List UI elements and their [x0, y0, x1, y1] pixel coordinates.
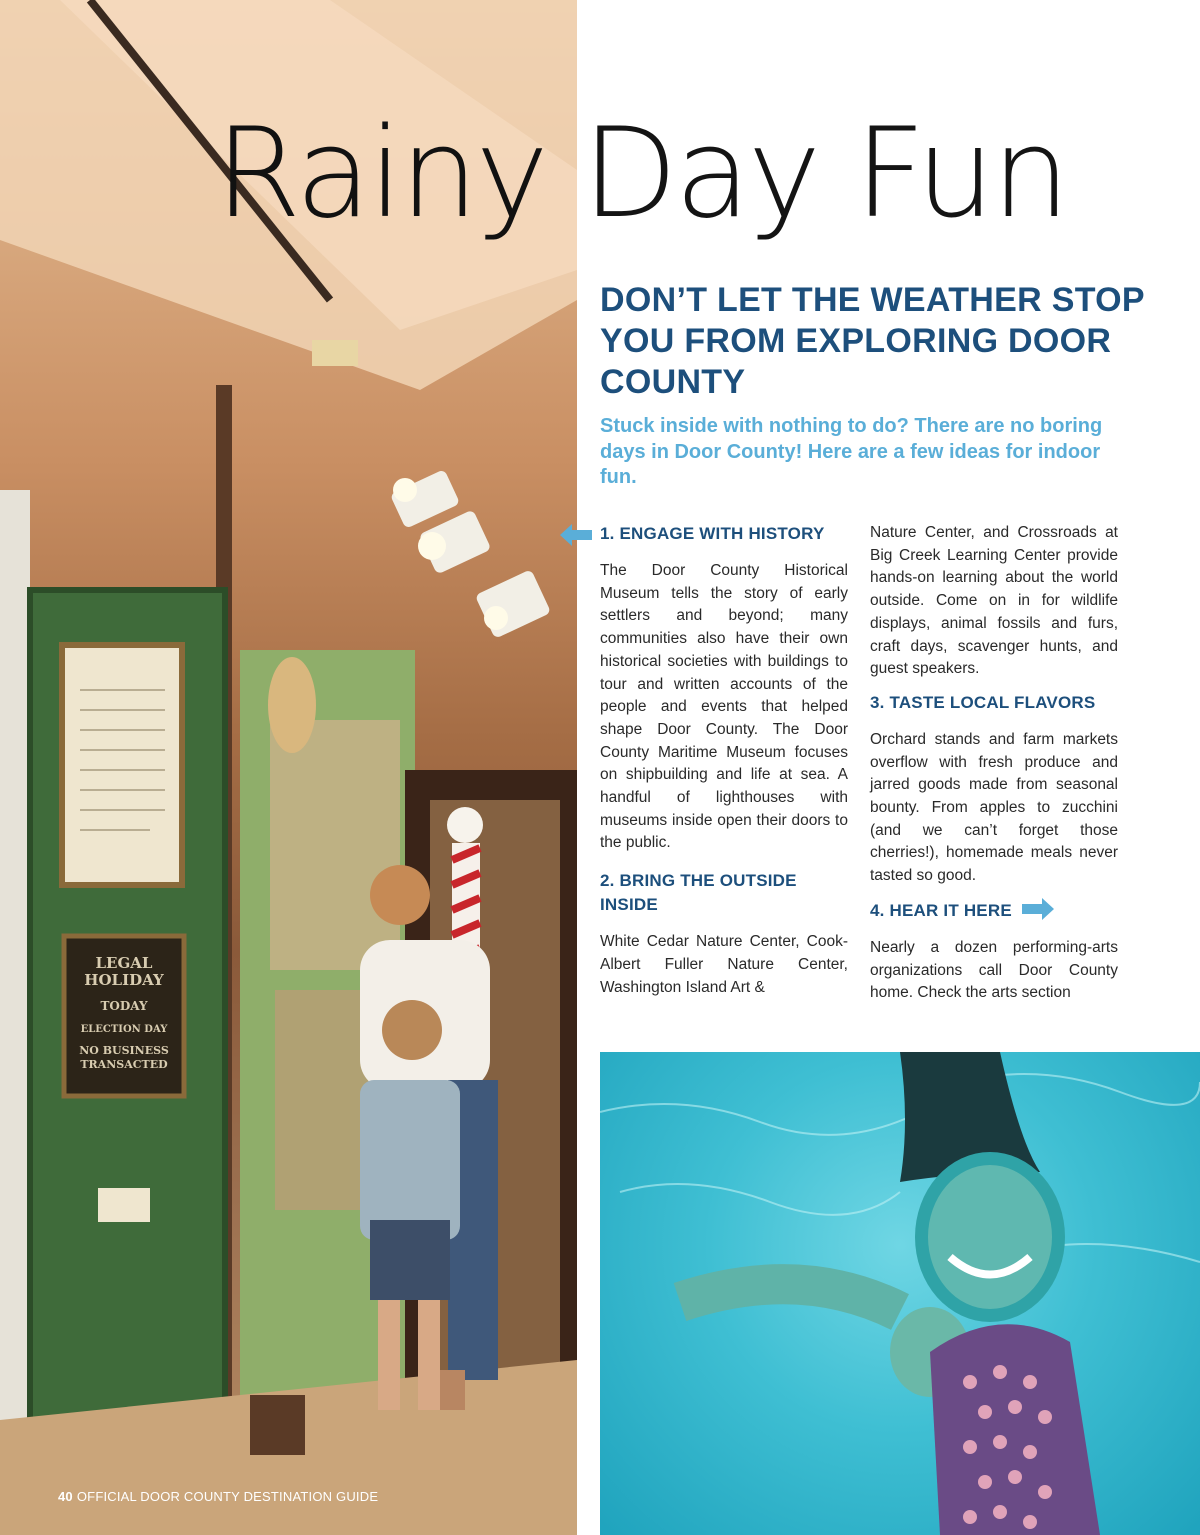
section-body-flavors: Orchard stands and farm markets overflow with fresh produce and jarred goods made from seasonal bounty. From apples to zucchini (and we can’t forget those cherries!), homemade meals never tasted so good.	[870, 730, 1118, 885]
section-body-outside-continued: Nature Center, and Crossroads at Big Creek Learning Center provide hands-on learning about the world outside. Come on in for wildlife displays, animal fossils and furs, craft days, scavenger hunts, and guest speakers.	[870, 524, 1118, 678]
sign-line: ELECTION DAY	[80, 1024, 168, 1035]
pool-photo	[600, 1052, 1200, 1535]
arrow-right-icon	[1022, 898, 1054, 920]
sign-line: LEGAL	[95, 954, 153, 972]
section-body-outside: White Cedar Nature Center, Cook-Albert Fuller Nature Center, Washington Island Art &	[600, 933, 848, 996]
column-left	[600, 522, 848, 1009]
section-heading-flavors: 3. TASTE LOCAL FLAVORS	[870, 692, 1096, 712]
section-heading-history: 1. ENGAGE WITH HISTORY	[600, 524, 825, 543]
title-word-rainy: Rainy	[215, 102, 546, 246]
section-body-history: The Door County Historical Museum tells the story of early settlers and beyond; many communities also have their own historical societies with buildings to tour and written accounts of the people and events that helped shape Door County. The Door County Maritime Museum focuses on shipbuilding and life at sea. A handful of lighthouses with museums inside open their doors to the public.	[600, 562, 848, 852]
underwater-scene	[600, 1052, 1200, 1535]
sign-line: TRANSACTED	[80, 1058, 168, 1071]
subtitle: DON’T LET THE WEATHER STOP YOU FROM EXPLORING DOOR COUNTY	[600, 281, 1145, 401]
section-heading-hear-text: 4. HEAR IT HERE	[870, 900, 1012, 920]
page-footer	[58, 1489, 378, 1504]
page-title	[215, 102, 1068, 246]
title-word-day-fun: Day Fun	[582, 102, 1068, 246]
column-right	[870, 522, 1118, 1015]
section-heading-outside: 2. BRING THE OUTSIDE INSIDE	[600, 871, 797, 915]
page-number: 40	[58, 1489, 73, 1504]
arrow-left-icon	[560, 524, 592, 546]
sign-line: HOLIDAY	[84, 971, 164, 989]
section-heading-hear	[870, 898, 1118, 923]
sign-line: TODAY	[100, 999, 148, 1013]
section-body-hear: Nearly a dozen performing-arts organizations call Door County home. Check the arts section	[870, 938, 1118, 1002]
intro-paragraph: Stuck inside with nothing to do? There are no boring days in Door County! Here are a few ideas for indoor fun.	[600, 415, 1103, 488]
sign-line: NO BUSINESS	[79, 1044, 169, 1057]
publication-name: OFFICIAL DOOR COUNTY DESTINATION GUIDE	[76, 1489, 379, 1504]
